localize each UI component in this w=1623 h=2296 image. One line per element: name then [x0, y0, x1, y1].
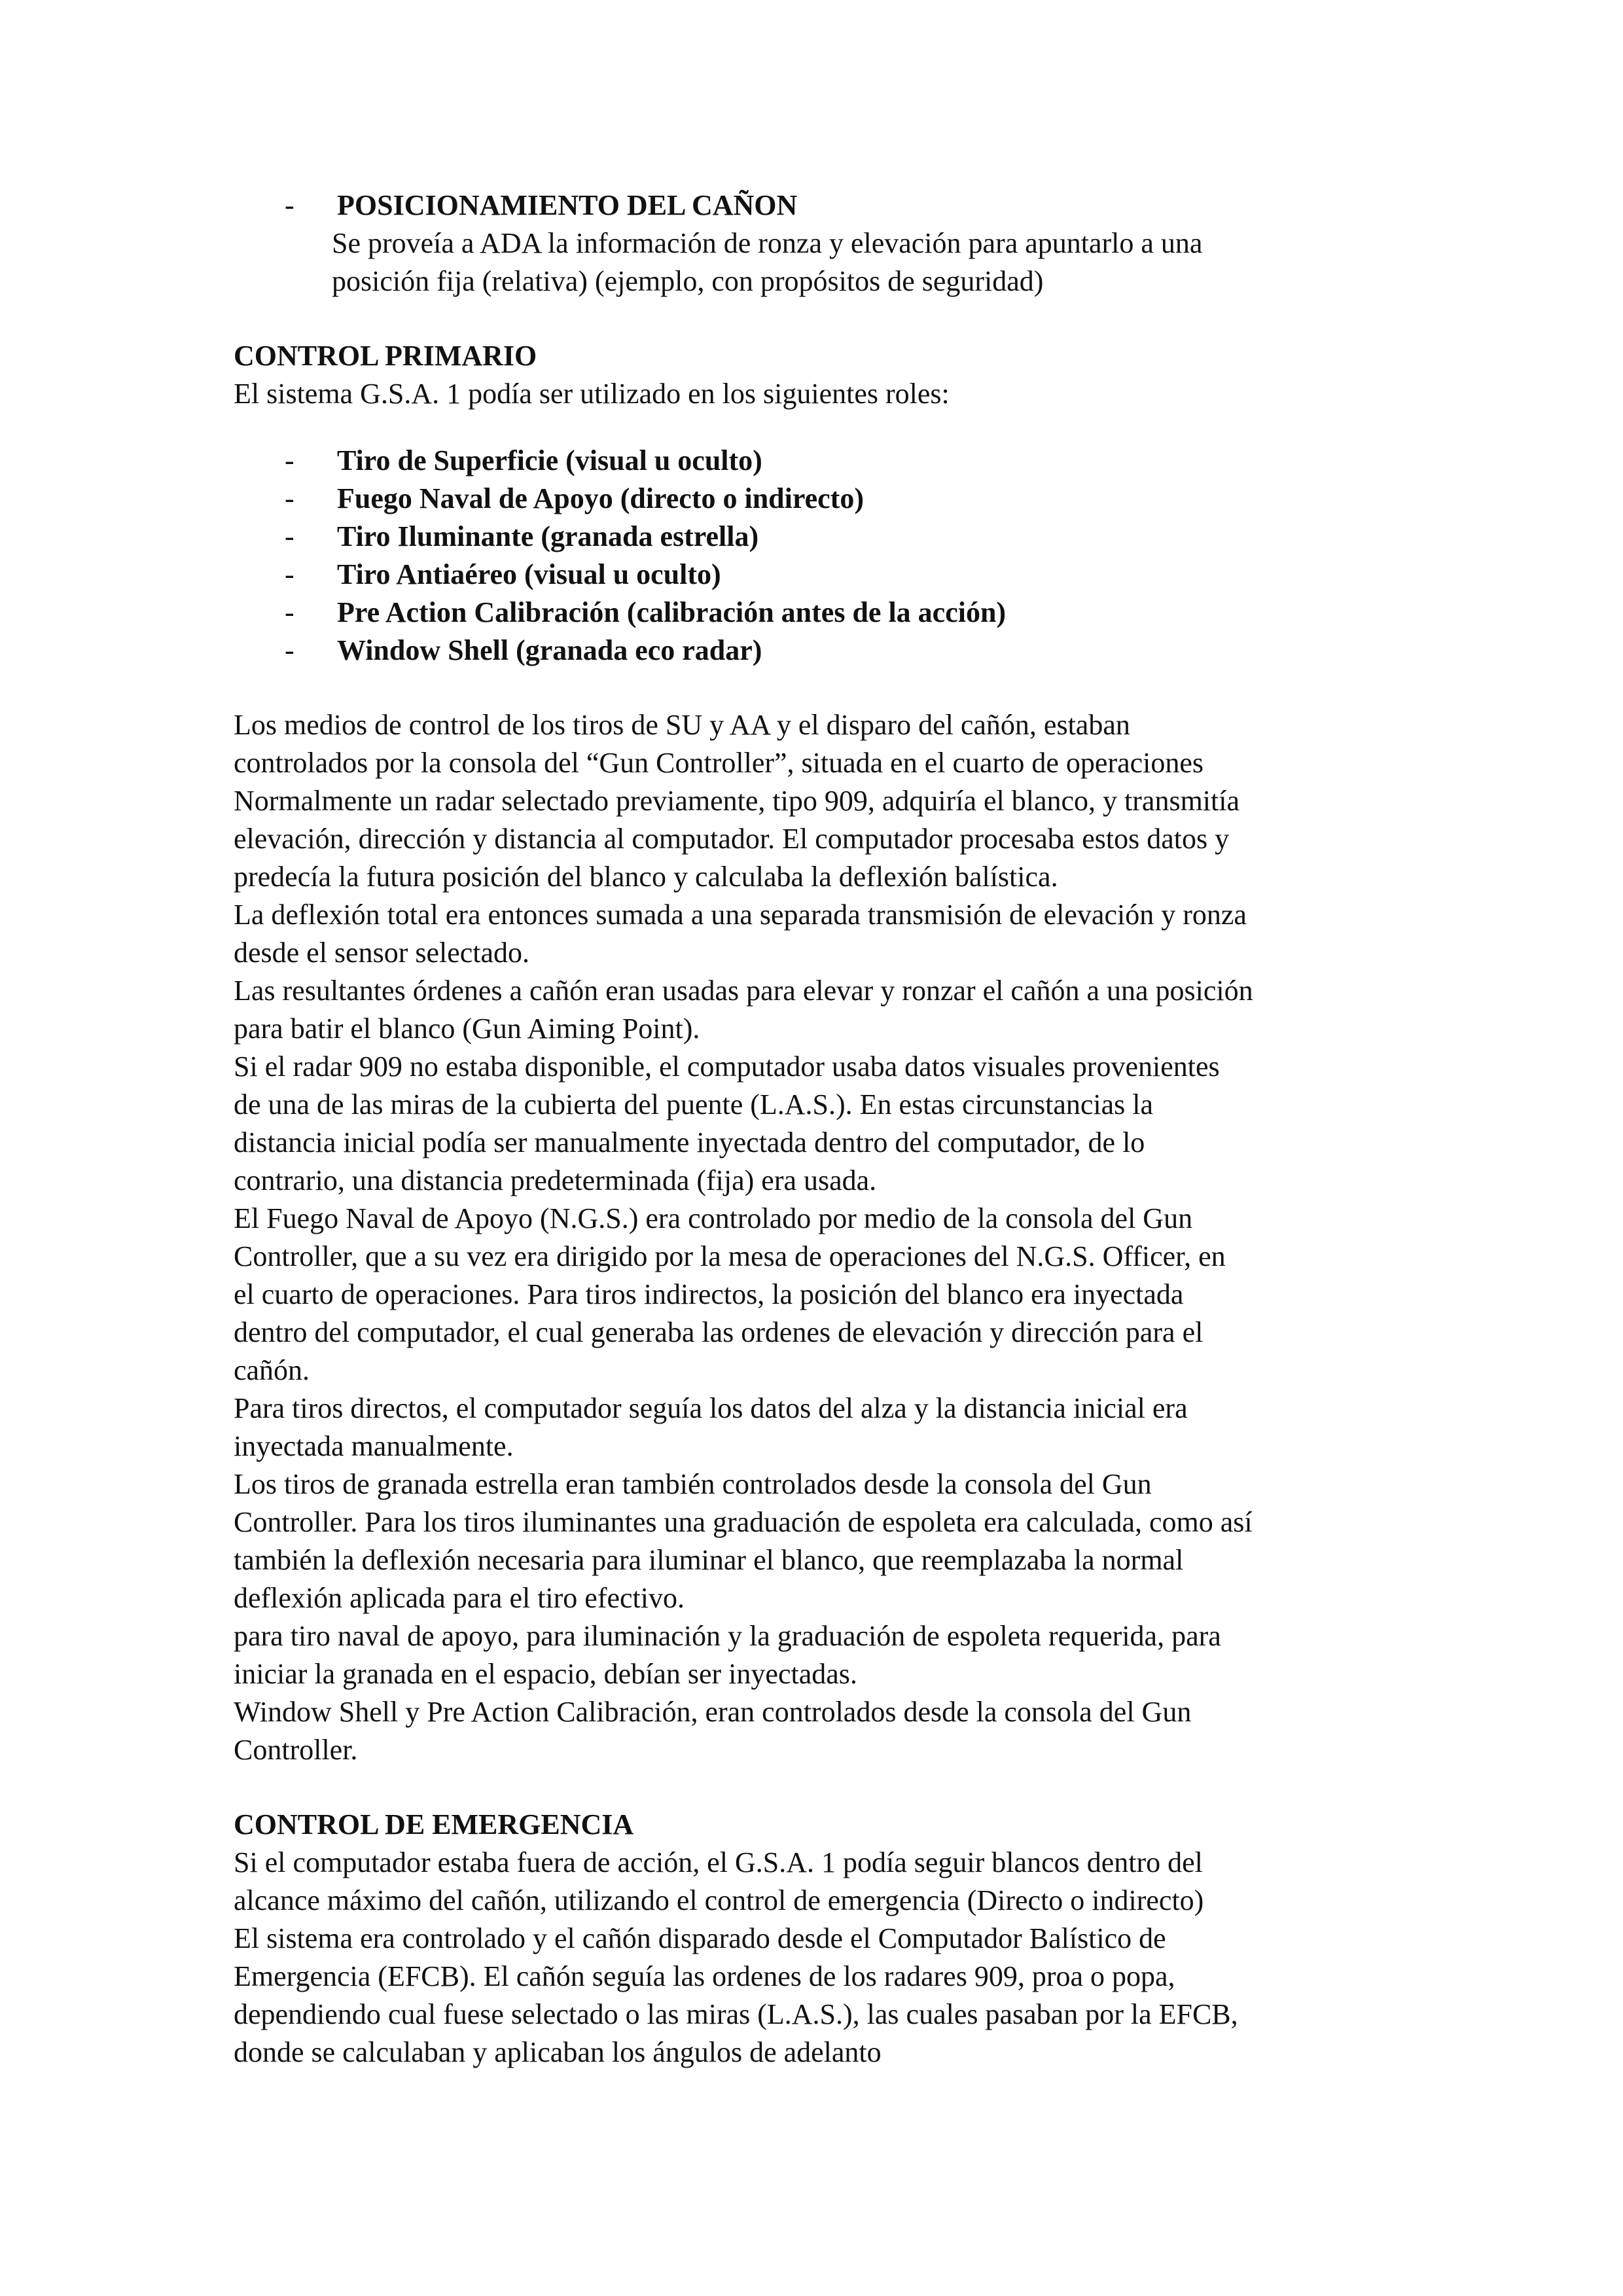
body-line: El Fuego Naval de Apoyo (N.G.S.) era controlado por medio de la consola del Gun	[234, 1202, 1193, 1234]
role-label: Tiro de Superficie (visual u oculto)	[337, 444, 762, 476]
body-line: Los medios de control de los tiros de SU y AA y el disparo del cañón, estaban	[234, 709, 1130, 741]
body-line: Para tiros directos, el computador seguía los datos del alza y la distancia inicial era	[234, 1392, 1188, 1424]
list-item	[234, 442, 1477, 480]
body-line: Los tiros de granada estrella eran también controlados desde la consola del Gun	[234, 1468, 1152, 1500]
positioning-text-line: Se proveía a ADA la información de ronza y elevación para apuntarlo a una	[332, 227, 1203, 259]
body-line: Si el radar 909 no estaba disponible, el computador usaba datos visuales provenientes	[234, 1050, 1220, 1083]
body-line: La deflexión total era entonces sumada a una separada transmisión de elevación y ronza	[234, 899, 1247, 931]
body-line: cañón.	[234, 1354, 310, 1386]
positioning-title: POSICIONAMIENTO DEL CAÑON	[337, 189, 798, 221]
list-dash: -	[285, 596, 294, 628]
body-line: distancia inicial podía ser manualmente inyectada dentro del computador, de lo	[234, 1126, 1145, 1158]
body-line: desde el sensor selectado.	[234, 937, 530, 969]
list-item	[234, 556, 1477, 594]
body-line: dependiendo cual fuese selectado o las miras (L.A.S.), las cuales pasaban por la EFCB,	[234, 1998, 1238, 2030]
roles-list	[234, 442, 1477, 670]
body-line: dentro del computador, el cual generaba las ordenes de elevación y dirección para el	[234, 1316, 1204, 1348]
positioning-item	[234, 187, 1477, 224]
body-line: para tiro naval de apoyo, para iluminación y la graduación de espoleta requerida, para	[234, 1620, 1221, 1652]
primary-control-heading: CONTROL PRIMARIO	[234, 340, 537, 372]
list-dash: -	[285, 444, 294, 476]
role-label: Pre Action Calibración (calibración antes de la acción)	[337, 596, 1007, 628]
body-line: Si el computador estaba fuera de acción, el G.S.A. 1 podía seguir blancos dentro del	[234, 1846, 1203, 1878]
body-line: el cuarto de operaciones. Para tiros indirectos, la posición del blanco era inyectada	[234, 1278, 1184, 1310]
emergency-control-body	[234, 1844, 1477, 2072]
list-dash: -	[285, 634, 294, 666]
role-label: Window Shell (granada eco radar)	[337, 634, 762, 666]
list-item	[234, 632, 1477, 670]
body-line: Emergencia (EFCB). El cañón seguía las ordenes de los radares 909, proa o popa,	[234, 1960, 1175, 1992]
body-line: de una de las miras de la cubierta del puente (L.A.S.). En estas circunstancias la	[234, 1088, 1154, 1121]
emergency-control-heading: CONTROL DE EMERGENCIA	[234, 1808, 634, 1840]
body-line: inyectada manualmente.	[234, 1430, 514, 1462]
list-dash: -	[285, 558, 294, 590]
list-dash: -	[285, 189, 294, 221]
body-line: para batir el blanco (Gun Aiming Point).	[234, 1013, 700, 1045]
body-line: Controller.	[234, 1734, 358, 1766]
body-line: donde se calculaban y aplicaban los ángulos de adelanto	[234, 2036, 882, 2068]
body-line: Controller, que a su vez era dirigido por la mesa de operaciones del N.G.S. Officer, en	[234, 1240, 1226, 1272]
body-line: predecía la futura posición del blanco y calculaba la deflexión balística.	[234, 861, 1058, 893]
body-line: iniciar la granada en el espacio, debían ser inyectadas.	[234, 1658, 857, 1690]
role-label: Tiro Antiaéreo (visual u oculto)	[337, 558, 721, 590]
primary-control-intro: El sistema G.S.A. 1 podía ser utilizado en los siguientes roles:	[234, 378, 950, 410]
body-line: Window Shell y Pre Action Calibración, eran controlados desde la consola del Gun	[234, 1696, 1192, 1728]
body-line: deflexión aplicada para el tiro efectivo.	[234, 1582, 685, 1614]
body-line: también la deflexión necesaria para iluminar el blanco, que reemplazaba la normal	[234, 1544, 1184, 1576]
body-line: Las resultantes órdenes a cañón eran usadas para elevar y ronzar el cañón a una posición	[234, 975, 1253, 1007]
role-label: Tiro Iluminante (granada estrella)	[337, 520, 759, 552]
primary-control-body	[234, 706, 1477, 1769]
body-line: Controller. Para los tiros iluminantes una graduación de espoleta era calculada, como así	[234, 1506, 1253, 1538]
body-line: Normalmente un radar selectado previamente, tipo 909, adquiría el blanco, y transmitía	[234, 785, 1240, 817]
list-item	[234, 594, 1477, 632]
body-line: controlados por la consola del “Gun Controller”, situada en el cuarto de operaciones	[234, 747, 1204, 779]
list-item	[234, 518, 1477, 556]
body-line: elevación, dirección y distancia al computador. El computador procesaba estos datos y	[234, 823, 1230, 855]
document-page	[234, 187, 1477, 2072]
role-label: Fuego Naval de Apoyo (directo o indirecto)	[337, 482, 864, 514]
list-dash: -	[285, 520, 294, 552]
body-line: El sistema era controlado y el cañón disparado desde el Computador Balístico de	[234, 1922, 1166, 1954]
positioning-text-line: posición fija (relativa) (ejemplo, con propósitos de seguridad)	[332, 265, 1044, 297]
body-line: contrario, una distancia predeterminada (fija) era usada.	[234, 1164, 877, 1196]
list-item	[234, 480, 1477, 518]
body-line: alcance máximo del cañón, utilizando el control de emergencia (Directo o indirecto)	[234, 1884, 1204, 1916]
list-dash: -	[285, 482, 294, 514]
